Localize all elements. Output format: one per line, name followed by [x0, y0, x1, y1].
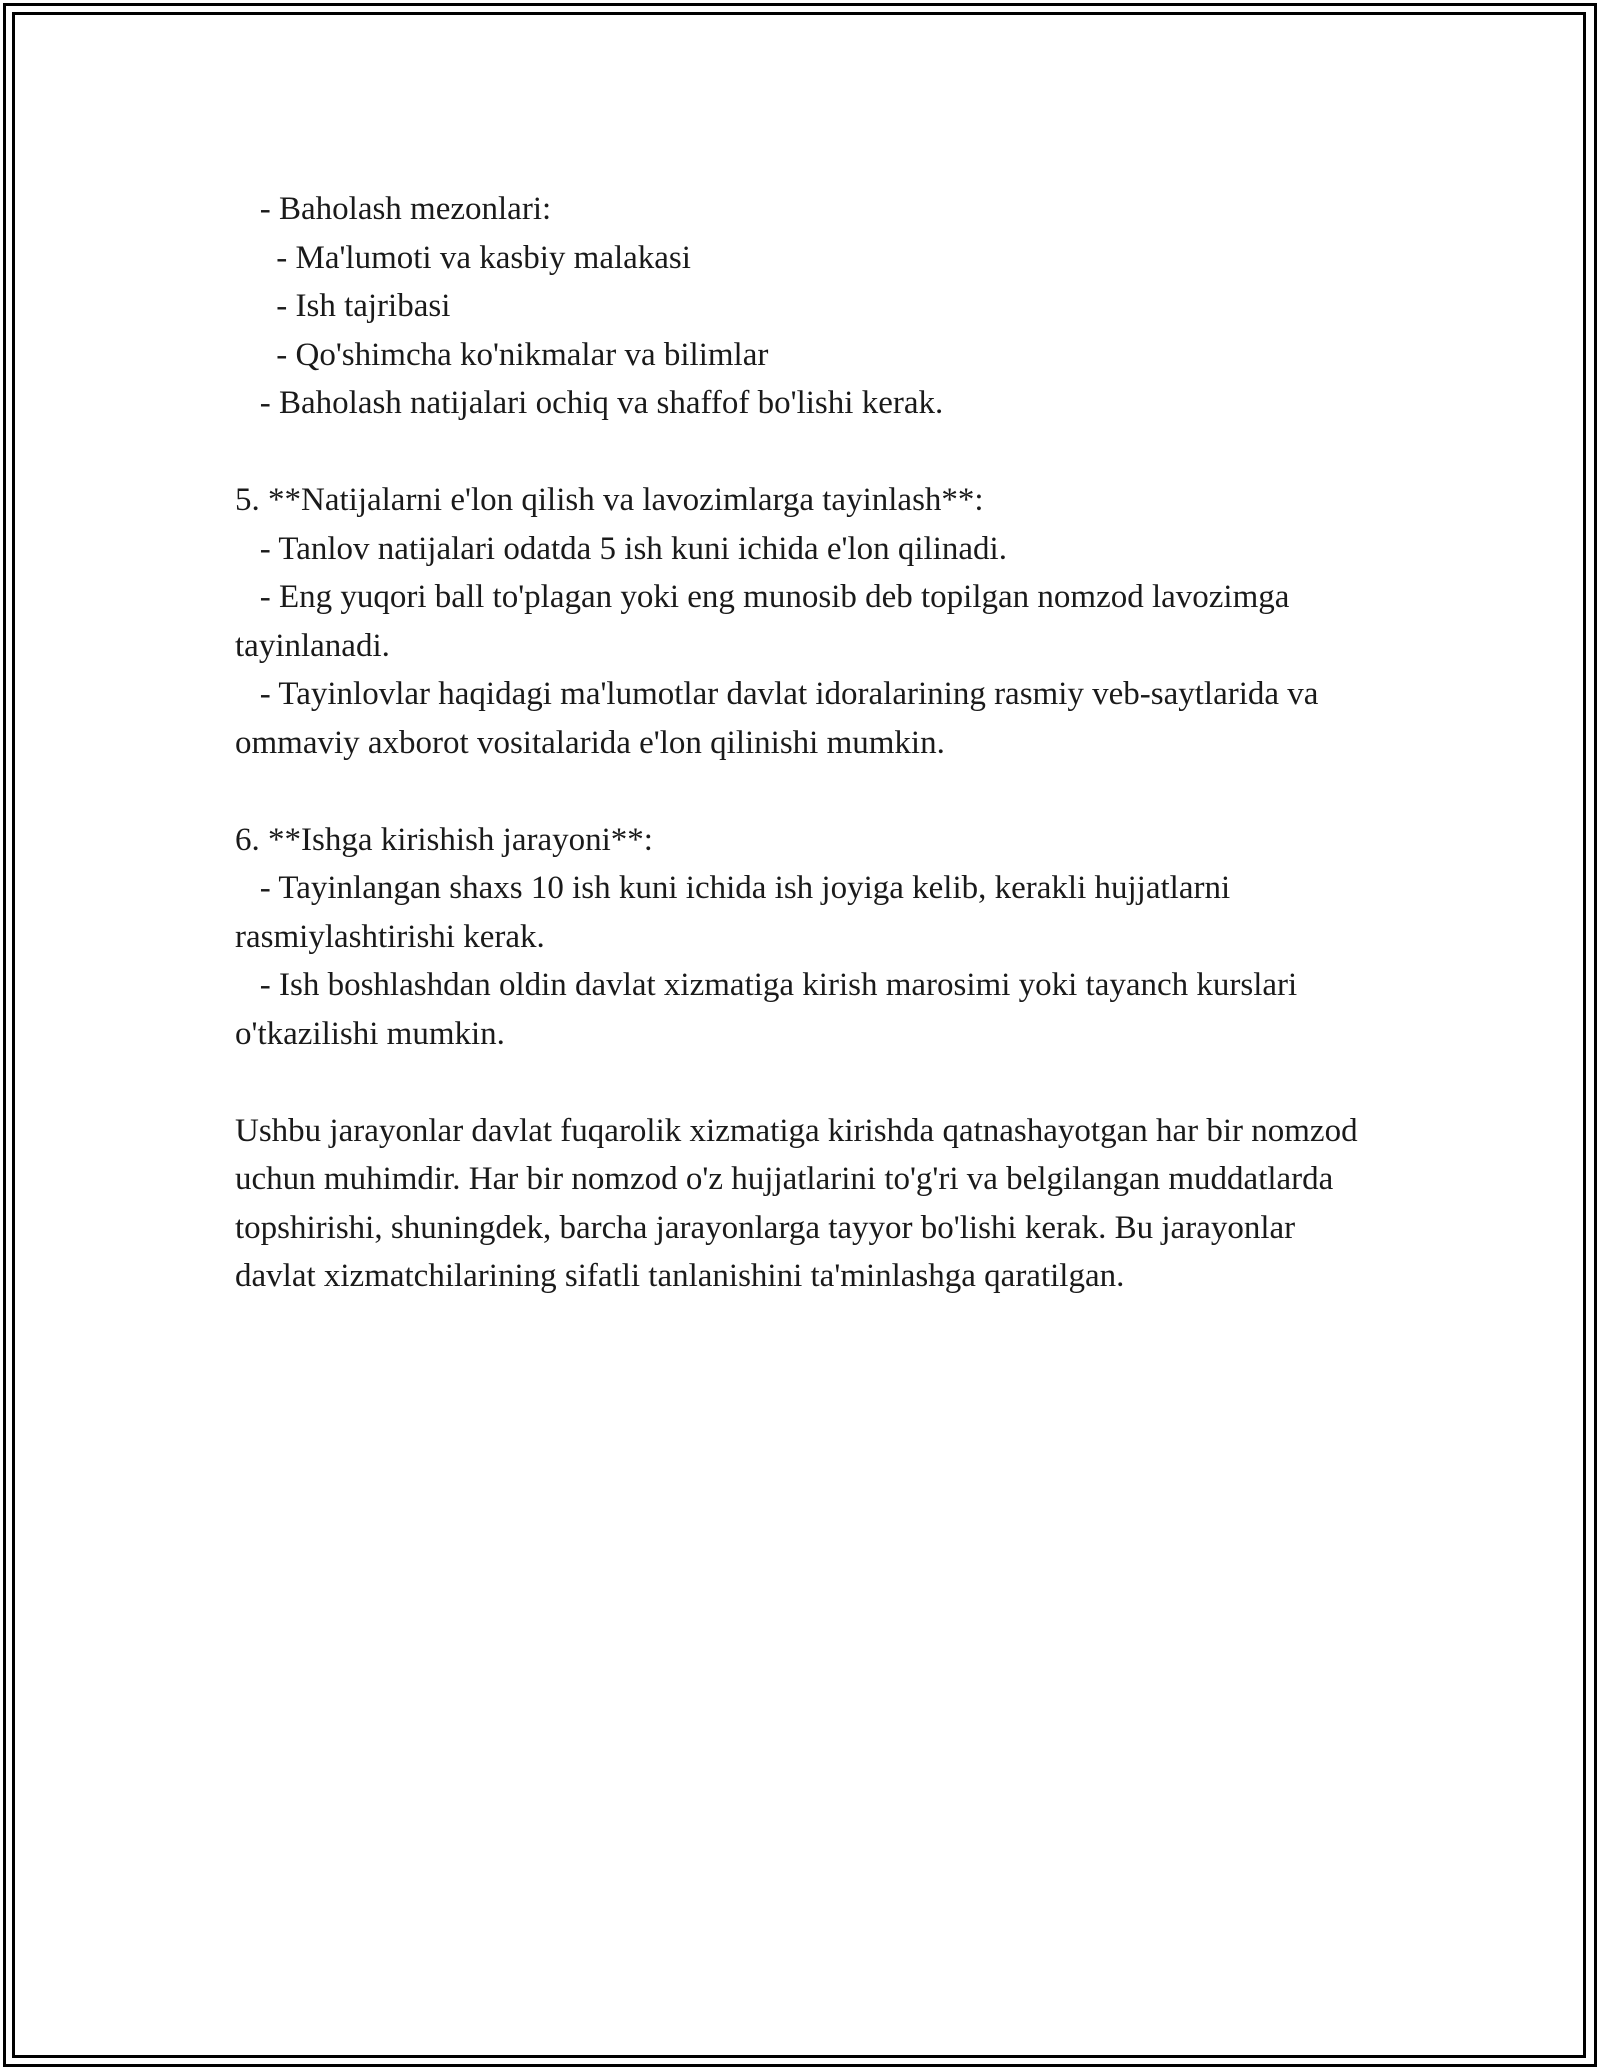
criteria-heading: - Baholash mezonlari: [235, 191, 552, 227]
section-5-item: - Tayinlovlar haqidagi ma'lumotlar davlat idoralarining rasmiy veb-saytlarida va ommaviy axborot vositalarida e'lon qilinishi mumkin. [235, 676, 1327, 761]
criteria-item: - Ish tajribasi [235, 288, 451, 324]
section-5-item: - Eng yuqori ball to'plagan yoki eng munosib deb topilgan nomzod lavozimga tayinlanadi. [235, 579, 1298, 664]
spacer [235, 428, 1380, 477]
conclusion-paragraph: Ushbu jarayonlar davlat fuqarolik xizmatiga kirishda qatnashayotgan har bir nomzod uchun muhimdir. Har bir nomzod o'z hujjatlarini to'g'ri va belgilangan muddatlarda topshirishi, shuningdek, barcha jarayonlarga tayyor bo'lishi kerak. Bu jarayonlar davlat xizmatchilarining sifatli tanlanishini ta'minlashga qaratilgan. [235, 1112, 1366, 1294]
criteria-item: - Qo'shimcha ko'nikmalar va bilimlar [235, 336, 769, 373]
section-6-title: 6. **Ishga kirishish jarayoni**: [235, 821, 653, 858]
spacer [235, 1058, 1380, 1107]
section-5-title: 5. **Natijalarni e'lon qilish va lavozimlarga tayinlash**: [235, 482, 984, 518]
criteria-item: - Ma'lumoti va kasbiy malakasi [235, 239, 691, 276]
document-body [235, 185, 1380, 1301]
section-5-item: - Tanlov natijalari odatda 5 ish kuni ichida e'lon qilinadi. [235, 530, 1007, 567]
spacer [235, 767, 1380, 816]
criteria-note: - Baholash natijalari ochiq va shaffof bo'lishi kerak. [235, 385, 944, 421]
section-6-item: - Tayinlangan shaxs 10 ish kuni ichida ish joyiga kelib, kerakli hujjatlarni rasmiylashtirishi kerak. [235, 870, 1239, 955]
section-6-item: - Ish boshlashdan oldin davlat xizmatiga kirish marosimi yoki tayanch kurslari o'tkazilishi mumkin. [235, 967, 1306, 1052]
